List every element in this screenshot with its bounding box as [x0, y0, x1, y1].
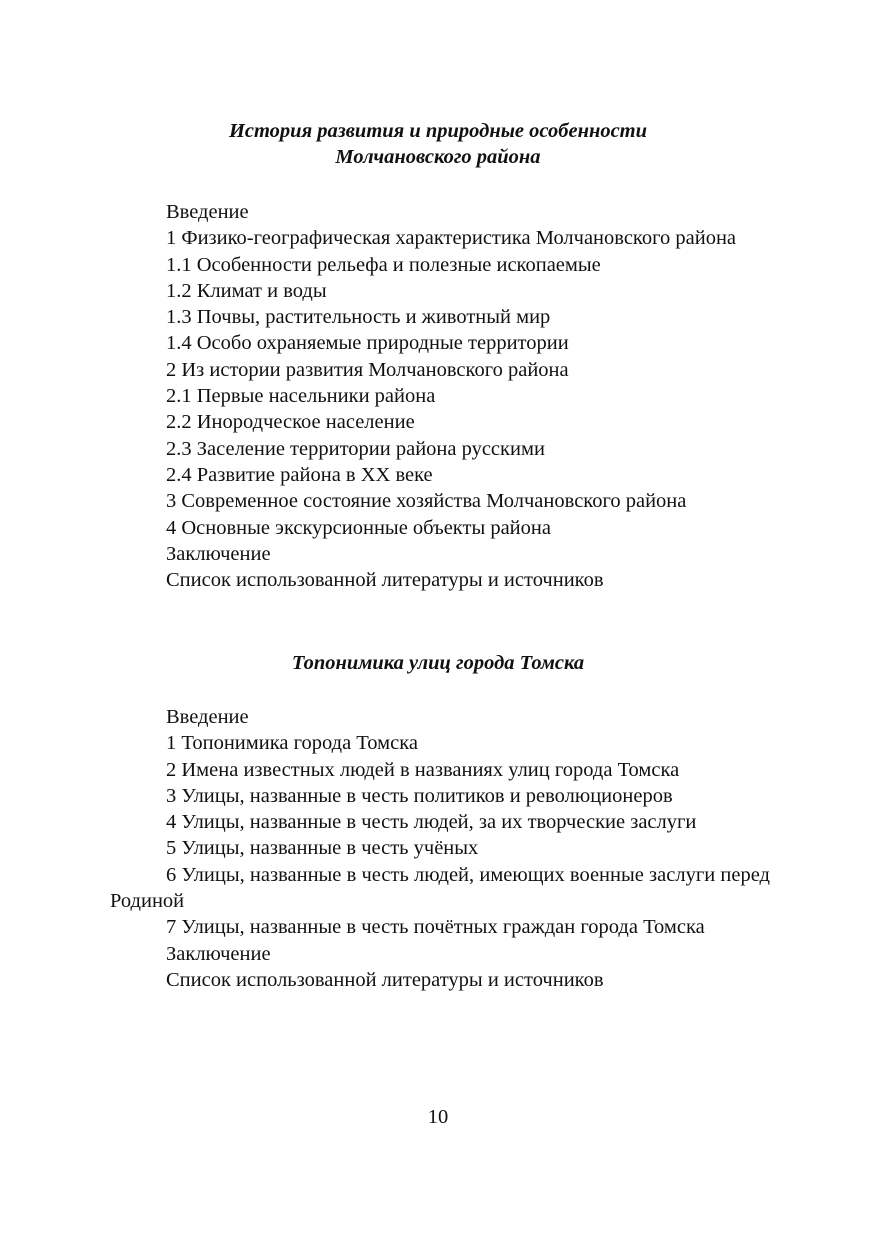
- toc-item: 3 Современное состояние хозяйства Молчановского района: [166, 490, 687, 513]
- toc-item: Список использованной литературы и источников: [166, 968, 604, 991]
- section1-title-line1: История развития и природные особенности: [228, 120, 648, 142]
- toc-item: 2.4 Развитие района в XX веке: [166, 463, 433, 486]
- toc-item: 1.2 Климат и воды: [166, 279, 327, 302]
- toc-item: 2 Из истории развития Молчановского района: [166, 358, 569, 381]
- toc-item: Заключение: [166, 542, 271, 565]
- toc-item: 2.1 Первые насельники района: [166, 385, 436, 408]
- toc-item: Список использованной литературы и источников: [166, 569, 604, 592]
- section1-contents: [166, 199, 770, 593]
- toc-item: Заключение: [166, 942, 271, 965]
- page-number: 10: [427, 1106, 449, 1128]
- toc-item: 2.2 Инородческое население: [166, 411, 415, 434]
- section2-contents: [110, 704, 770, 993]
- toc-item: 1.1 Особенности рельефа и полезные ископаемые: [166, 253, 601, 276]
- toc-item: Введение: [166, 201, 249, 223]
- section2-title: Топонимика улиц города Томска: [291, 652, 585, 674]
- toc-item: 5 Улицы, названные в честь учёных: [166, 837, 479, 860]
- toc-item: 4 Улицы, названные в честь людей, за их творческие заслуги: [166, 811, 697, 834]
- toc-item: 6 Улицы, названные в честь людей, имеющих военные заслуги перед Родиной: [110, 863, 770, 913]
- toc-item: 1.4 Особо охраняемые природные территории: [166, 332, 569, 355]
- toc-item: 2.3 Заселение территории района русскими: [166, 437, 545, 460]
- toc-item: Введение: [166, 706, 249, 728]
- toc-item: 1 Топонимика города Томска: [166, 732, 418, 755]
- toc-item: 4 Основные экскурсионные объекты района: [166, 516, 551, 539]
- toc-item: 7 Улицы, названные в честь почётных граждан города Томска: [166, 916, 705, 939]
- section1-title: [0, 118, 876, 171]
- toc-item: 3 Улицы, названные в честь политиков и революционеров: [166, 784, 673, 807]
- toc-item: 2 Имена известных людей в названиях улиц города Томска: [166, 758, 680, 781]
- toc-item: 1 Физико-географическая характеристика Молчановского района: [166, 227, 737, 250]
- section1-title-line2: Молчановского района: [335, 146, 541, 169]
- toc-item: 1.3 Почвы, растительность и животный мир: [166, 306, 551, 329]
